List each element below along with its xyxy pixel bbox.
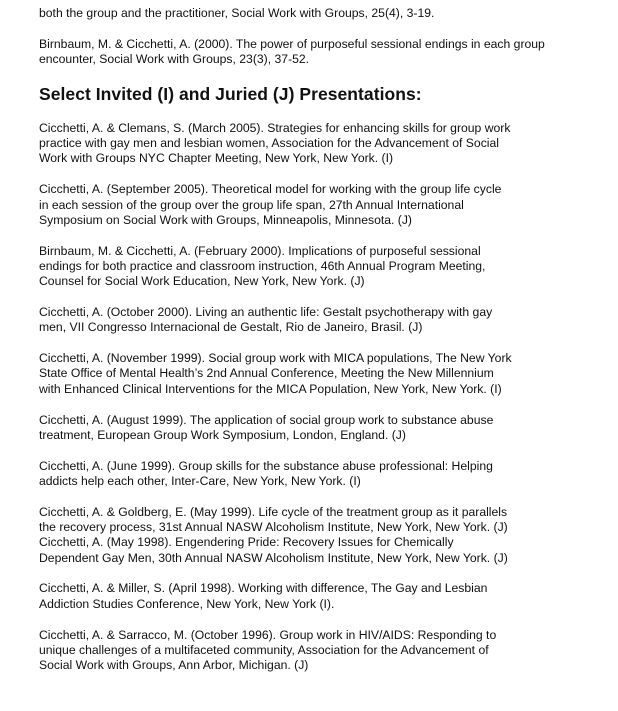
entry-line: men, VII Congresso Internacional de Gestalt, Rio de Janeiro, Brasil. (J) xyxy=(39,320,423,335)
presentation-entry xyxy=(39,351,609,397)
entry-line: treatment, European Group Work Symposium, London, England. (J) xyxy=(39,427,406,442)
presentation-entry xyxy=(39,182,609,228)
entry-line: Birnbaum, M. & Cicchetti, A. (February 2000). Implications of purposeful sessional xyxy=(39,243,481,258)
presentation-entry xyxy=(39,459,609,490)
entry-line: Cicchetti, A. (November 1999). Social group work with MICA populations, The New York xyxy=(39,351,512,366)
entry-line: Cicchetti, A. (October 2000). Living an authentic life: Gestalt psychotherapy with gay xyxy=(39,305,493,320)
presentation-entry xyxy=(39,121,609,167)
presentation-entry xyxy=(39,413,609,444)
entry-line: Counsel for Social Work Education, New York, New York. (J) xyxy=(39,274,365,289)
presentation-entry xyxy=(39,628,609,674)
entry-line: endings for both practice and classroom instruction, 46th Annual Program Meeting, xyxy=(39,258,486,273)
entry-line: addicts help each other, Inter-Care, New York, New York. (I) xyxy=(39,473,361,488)
entry-line: unique challenges of a multifaceted community, Association for the Advancement of xyxy=(39,642,489,657)
entry-line: State Office of Mental Health’s 2nd Annual Conference, Meeting the New Millennium xyxy=(39,366,494,381)
entry-line: Birnbaum, M. & Cicchetti, A. (2000). The power of purposeful sessional endings in each group xyxy=(39,36,545,51)
presentation-entry xyxy=(39,305,609,336)
entry-line: Addiction Studies Conference, New York, New York (I). xyxy=(39,596,335,611)
presentation-entry xyxy=(39,244,609,290)
entry-line: the recovery process, 31st Annual NASW Alcoholism Institute, New York, New York. (J) xyxy=(39,520,508,535)
entry-line: Dependent Gay Men, 30th Annual NASW Alcoholism Institute, New York, New York. (J) xyxy=(39,550,508,565)
entry-line: in each session of the group over the group life span, 27th Annual International xyxy=(39,197,464,212)
entry-line: encounter, Social Work with Groups, 23(3), 37-52. xyxy=(39,52,310,67)
presentation-entry xyxy=(39,581,609,612)
entry-line: Cicchetti, A. & Clemans, S. (March 2005). Strategies for enhancing skills for group work xyxy=(39,120,511,135)
entry-line: Social Work with Groups, Ann Arbor, Michigan. (J) xyxy=(39,658,309,673)
entry-line: Cicchetti, A. (September 2005). Theoretical model for working with the group life cycle xyxy=(39,182,502,197)
publication-entry xyxy=(39,37,609,68)
entry-line: Symposium on Social Work with Groups, Minneapolis, Minnesota. (J) xyxy=(39,212,412,227)
entry-line: practice with gay men and lesbian women, Association for the Advancement of Social xyxy=(39,136,499,151)
entry-line: Cicchetti, A. (June 1999). Group skills for the substance abuse professional: Helping xyxy=(39,458,493,473)
entry-line: Cicchetti, A. & Sarracco, M. (October 1996). Group work in HIV/AIDS: Responding to xyxy=(39,627,497,642)
entry-line: Cicchetti, A. & Goldberg, E. (May 1999). Life cycle of the treatment group as it parallels xyxy=(39,504,508,519)
entry-line: Cicchetti, A. & Miller, S. (April 1998). Working with difference, The Gay and Lesbian xyxy=(39,581,488,596)
document-page xyxy=(39,6,609,689)
publication-entry xyxy=(39,6,609,21)
presentation-entry xyxy=(39,505,609,536)
entry-line: Work with Groups NYC Chapter Meeting, New York, New York. (I) xyxy=(39,151,394,166)
entry-line: Cicchetti, A. (August 1999). The application of social group work to substance abuse xyxy=(39,412,494,427)
entry-line: both the group and the practitioner, Social Work with Groups, 25(4), 3-19. xyxy=(39,6,435,20)
section-heading: Select Invited (I) and Juried (J) Presentations: xyxy=(39,83,422,104)
presentation-entry xyxy=(39,535,609,566)
entry-line: with Enhanced Clinical Interventions for the MICA Population, New York, New York. (I) xyxy=(39,381,502,396)
entry-line: Cicchetti, A. (May 1998). Engendering Pride: Recovery Issues for Chemically xyxy=(39,535,454,550)
